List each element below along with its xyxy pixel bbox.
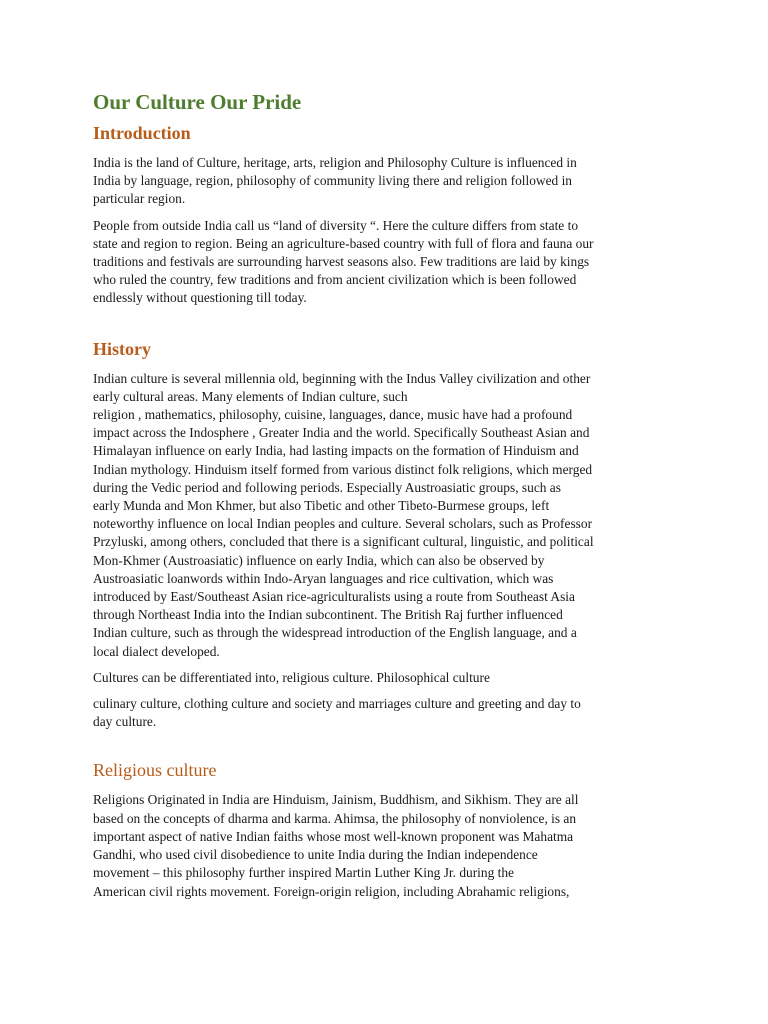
document-title: Our Culture Our Pride bbox=[93, 90, 302, 114]
heading-history: History bbox=[93, 338, 151, 359]
heading-religious-culture: Religious culture bbox=[93, 760, 217, 781]
religious-paragraph-1: Religions Originated in India are Hinduism, Jainism, Buddhism, and Sikhism. They are all based on the concepts of dharma and karma. Ahimsa, the philosophy of nonviolence, is an important aspect of native Indian faiths whose most well-known proponent was Mahatma Gandhi, who used civil disobedience to unite India during the Indian independence movement – this philosophy further inspired Martin Luther King Jr. during the American civil rights movement. Foreign-origin religion, including Abrahamic religions, bbox=[93, 792, 579, 899]
intro-paragraph-1: India is the land of Culture, heritage, arts, religion and Philosophy Culture is influenced in India by language, region, philosophy of community living there and religion followed in particular region. bbox=[93, 155, 577, 207]
section-spacer bbox=[93, 316, 683, 338]
history-paragraph-1: Indian culture is several millennia old, beginning with the Indus Valley civilization and other early cultural areas. Many elements of Indian culture, such religion , mathematics, philosophy, cuisine, languages, dance, music have had a profound impact across the Indosphere , Greater India and the world. Specifically Southeast Asian and Himalayan influence on early India, had lasting impacts on the formation of Hinduism and Indian mythology. Hinduism itself formed from various distinct folk religions, which merged during the Vedic period and following periods. Especially Austroasiatic groups, such as early Munda and Mon Khmer, but also Tibetic and other Tibeto-Burmese groups, left noteworthy influence on local Indian peoples and culture. Several scholars, such as Professor Przyluski, among others, concluded that there is a significant cultural, linguistic, and political Mon-Khmer (Austroasiatic) influence on early India, which can also be observed by Austroasiatic loanwords within Indo-Aryan languages and rice cultivation, which was introduced by East/Southeast Asian rice-agriculturalists using a route from Southeast Asia through Northeast India into the Indian subcontinent. The British Raj further influenced Indian culture, such as through the widespread introduction of the English language, and a local dialect developed. bbox=[93, 370, 594, 659]
document-page bbox=[93, 90, 683, 909]
intro-paragraph-2: People from outside India call us “land of diversity “. Here the culture differs from state to state and region to region. Being an agriculture-based country with full of flora and fauna our traditions and festivals are surrounding harvest seasons also. Few traditions are laid by kings who ruled the country, few traditions and from ancient civilization which is been followed endlessly without questioning till today. bbox=[93, 217, 594, 306]
heading-introduction: Introduction bbox=[93, 123, 191, 143]
section-spacer bbox=[93, 739, 683, 759]
history-paragraph-3: culinary culture, clothing culture and society and marriages culture and greeting and day to day culture. bbox=[93, 696, 581, 730]
history-paragraph-2: Cultures can be differentiated into, religious culture. Philosophical culture bbox=[93, 669, 490, 685]
